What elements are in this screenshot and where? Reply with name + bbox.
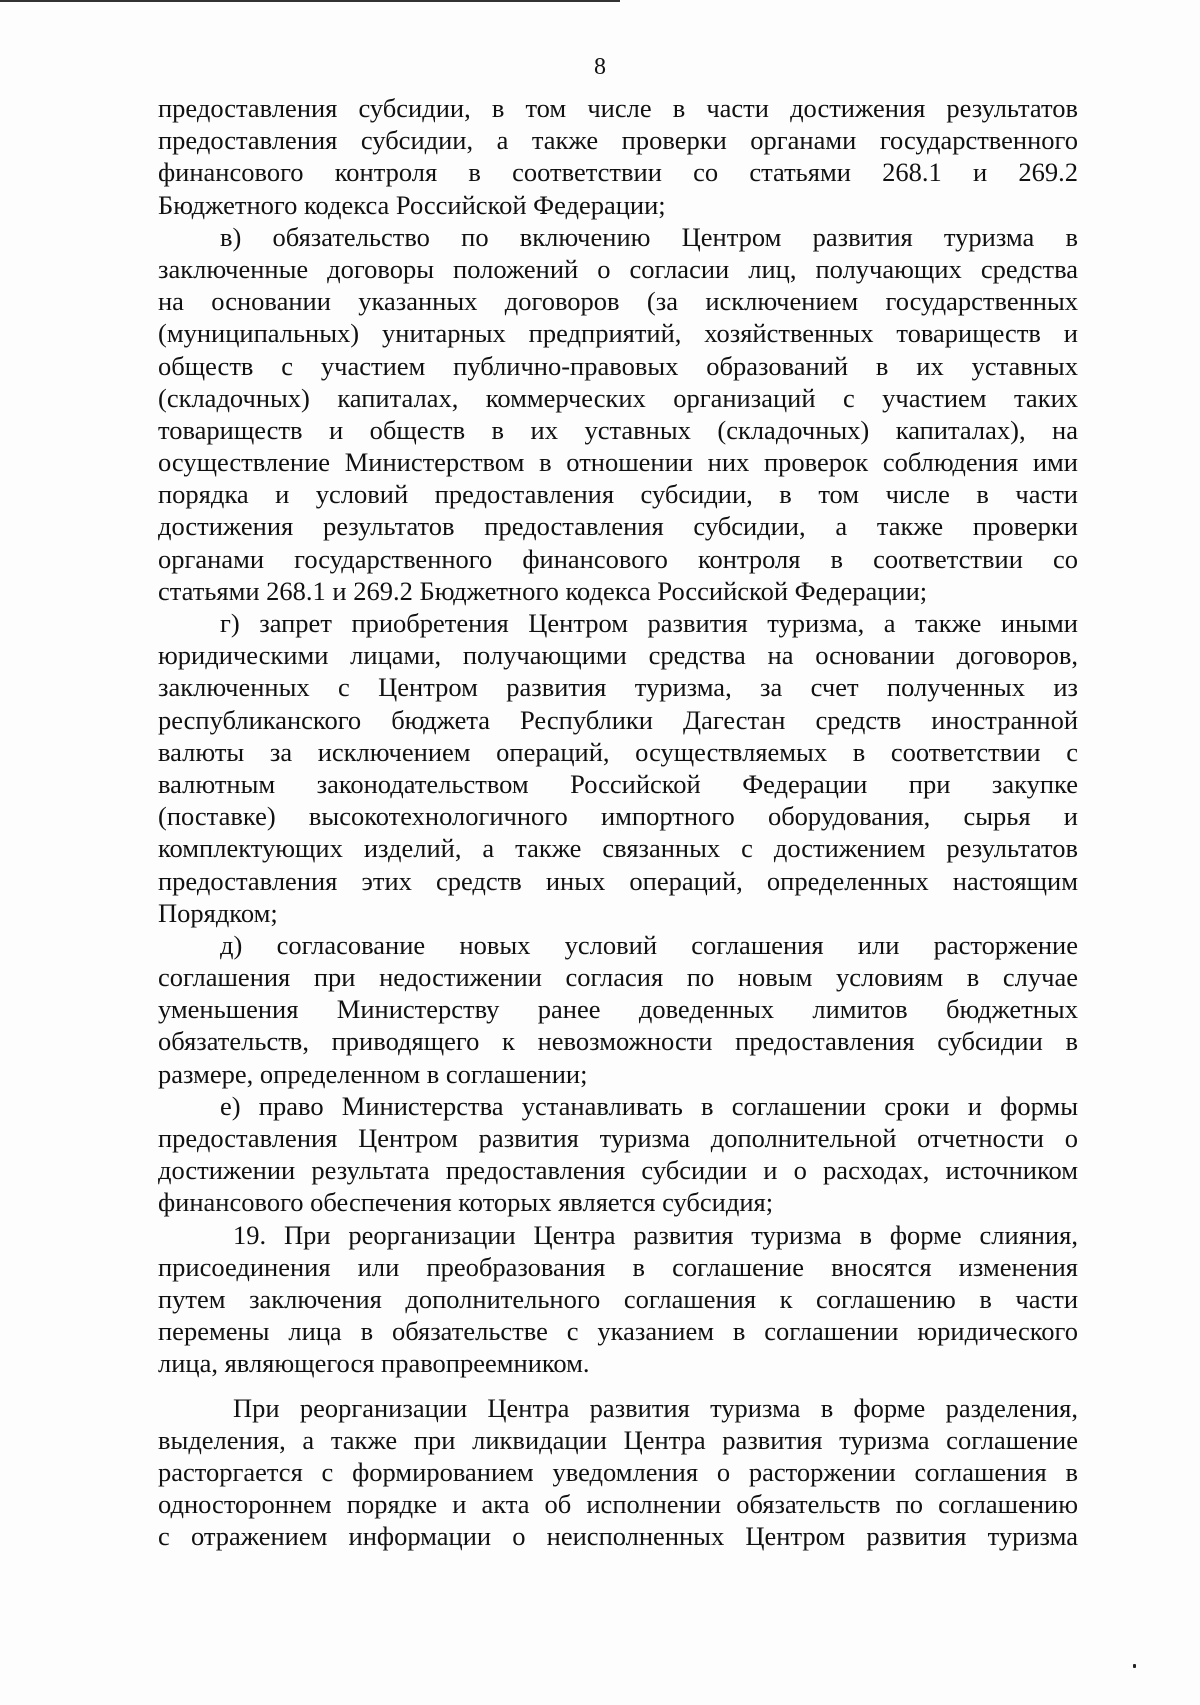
text-line: товариществ и обществ в их уставных (складочных) капиталах), на	[158, 414, 1078, 445]
text-line: заключенных с Центром развития туризма, за счет полученных из	[158, 672, 1078, 703]
text-line: предоставления этих средств иных операций, определенных настоящим	[158, 865, 1078, 896]
text-line: валютным законодательством Российской Федерации при закупке	[158, 768, 1078, 799]
text-line: (поставке) высокотехнологичного импортного оборудования, сырья и	[158, 801, 1078, 832]
text-line: присоединения или преобразования в соглашение вносятся изменения	[158, 1251, 1078, 1282]
text-line: лица, являющегося правопреемником.	[158, 1348, 590, 1379]
text-line: на основании указанных договоров (за исключением государственных	[158, 286, 1078, 317]
page-number: 8	[594, 54, 606, 80]
text-line: обществ с участием публично-правовых образований в их уставных	[158, 350, 1078, 381]
paragraph-reorganization	[158, 1392, 1078, 1553]
paragraph-item-d	[158, 929, 1078, 1090]
text-line: предоставления субсидии, в том числе в части достижения результатов	[158, 93, 1078, 123]
paragraph-item-g	[158, 607, 1078, 929]
paragraph-continuation	[158, 92, 1078, 221]
text-line: (муниципальных) унитарных предприятий, хозяйственных товариществ и	[158, 318, 1078, 349]
text-line: (складочных) капиталах, коммерческих организаций с участием таких	[158, 382, 1078, 413]
text-line: выделения, а также при ликвидации Центра развития туризма соглашение	[158, 1424, 1078, 1455]
top-edge-line	[0, 0, 620, 2]
text-line: Бюджетного кодекса Российской Федерации;	[158, 189, 666, 220]
text-line: в) обязательство по включению Центром развития туризма в	[220, 221, 1078, 252]
text-line: путем заключения дополнительного соглашения к соглашению в части	[158, 1283, 1078, 1314]
text-line: При реорганизации Центра развития туризма в форме разделения,	[233, 1392, 1078, 1423]
text-line: расторгается с формированием уведомления о расторжении соглашения в	[158, 1456, 1078, 1487]
paragraph-clause-19	[158, 1219, 1078, 1380]
text-line: предоставления субсидии, а также проверки органами государственного	[158, 125, 1078, 156]
document-body	[158, 92, 1078, 1552]
paragraph-item-e	[158, 1090, 1078, 1219]
text-line: комплектующих изделий, а также связанных с достижением результатов	[158, 833, 1078, 864]
text-line: одностороннем порядке и акта об исполнении обязательств по соглашению	[158, 1489, 1078, 1520]
text-line: Порядком;	[158, 897, 278, 928]
text-line: перемены лица в обязательстве с указанием в соглашении юридического	[158, 1316, 1078, 1347]
scan-speck	[1133, 1664, 1136, 1668]
text-line: размере, определенном в соглашении;	[158, 1058, 588, 1089]
text-line: статьями 268.1 и 269.2 Бюджетного кодекса Российской Федерации;	[158, 575, 928, 606]
text-line: порядка и условий предоставления субсидии, в том числе в части	[158, 479, 1078, 510]
text-line: осуществление Министерством в отношении них проверок соблюдения ими	[158, 447, 1078, 478]
text-line: юридическими лицами, получающими средства на основании договоров,	[158, 640, 1078, 671]
text-line: обязательств, приводящего к невозможности предоставления субсидии в	[158, 1026, 1078, 1057]
paragraph-spacer	[158, 1380, 1078, 1392]
text-line: финансового обеспечения которых является субсидия;	[158, 1187, 774, 1218]
text-line: г) запрет приобретения Центром развития туризма, а также иными	[220, 608, 1078, 638]
text-line: достижения результатов предоставления субсидии, а также проверки	[158, 511, 1078, 542]
text-line: финансового контроля в соответствии со статьями 268.1 и 269.2	[158, 157, 1078, 188]
paragraph-item-v	[158, 221, 1078, 607]
text-line: соглашения при недостижении согласия по новым условиям в случае	[158, 962, 1078, 993]
text-line: с отражением информации о неисполненных Центром развития туризма	[158, 1521, 1078, 1552]
text-line: уменьшения Министерству ранее доведенных лимитов бюджетных	[158, 994, 1078, 1025]
text-line: валюты за исключением операций, осуществляемых в соответствии с	[158, 736, 1078, 767]
text-line: предоставления Центром развития туризма дополнительной отчетности о	[158, 1123, 1078, 1153]
text-line: республиканского бюджета Республики Дагестан средств иностранной	[158, 704, 1078, 735]
text-line: достижении результата предоставления субсидии и о расходах, источником	[158, 1155, 1078, 1186]
text-line: заключенные договоры положений о согласии лиц, получающих средства	[158, 253, 1078, 284]
text-line: д) согласование новых условий соглашения или расторжение	[220, 929, 1078, 960]
text-line: 19. При реорганизации Центра развития туризма в форме слияния,	[233, 1219, 1078, 1250]
text-line: органами государственного финансового контроля в соответствии со	[158, 543, 1078, 574]
text-line: е) право Министерства устанавливать в соглашении сроки и формы	[220, 1090, 1078, 1121]
